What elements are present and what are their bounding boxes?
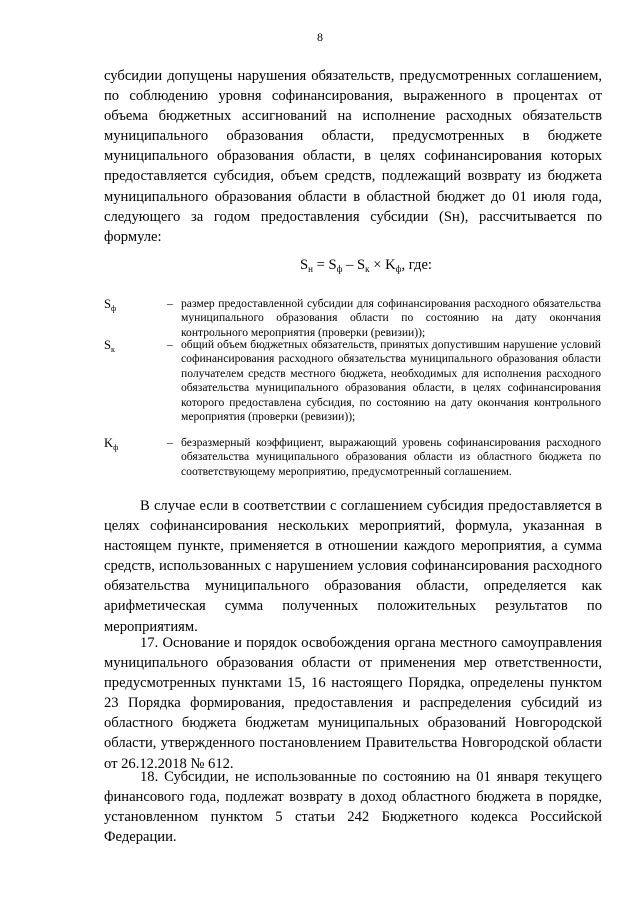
definition-kf bbox=[104, 436, 602, 479]
definition-sf bbox=[104, 297, 602, 340]
paragraph-multiple-activities: В случае если в соответствии с соглашением субсидия предоставляется в целях софинансирования нескольких мероприятий, формула, указанная в настоящем пункте, применяется в отношении каждого мероприятия, а сумма средств, использованных с нарушением условия софинансирования расходного обязательства муниципального образования области, определяется как арифметическая сумма полученных положительных результатов по мероприятиям. bbox=[104, 498, 602, 635]
formula-tail: , где: bbox=[401, 257, 432, 273]
definition-dash: – bbox=[167, 436, 173, 449]
formula-s-sub: н bbox=[308, 264, 313, 274]
definition-sk bbox=[104, 338, 602, 424]
formula-times: × bbox=[369, 257, 386, 273]
symbol-subscript: к bbox=[111, 345, 115, 354]
formula-sk-var: S bbox=[357, 257, 366, 273]
definition-symbol bbox=[104, 338, 115, 357]
definition-dash: – bbox=[167, 338, 173, 351]
symbol-subscript: ф bbox=[111, 304, 117, 313]
definition-symbol bbox=[104, 436, 118, 455]
formula-kf-sub: ф bbox=[395, 264, 402, 274]
formula-sf-sub: ф bbox=[336, 264, 343, 274]
definition-dash: – bbox=[167, 297, 173, 310]
definition-symbol bbox=[104, 297, 116, 316]
formula-kf-var: K bbox=[385, 257, 396, 273]
formula-equals: = bbox=[312, 257, 329, 273]
formula-sk-sub: к bbox=[365, 264, 370, 274]
symbol-letter: S bbox=[104, 297, 112, 311]
paragraph-subsidy-violation: субсидии допущены нарушения обязательств, предусмотренных соглашением, по соблюдению уровня софинансирования, выраженного в процентах от объема бюджетных ассигнований на исполнение расходных обязательств муниципального образования области, предусмотренных в бюджете муниципального образования области, в целях софинансирования которых предоставляется субсидия, объем средств, подлежащий возврату из бюджета муниципального образования области в областной бюджет до 01 июля года, следующего за годом предоставления субсидии (Sн), рассчитывается по формуле: bbox=[104, 68, 602, 245]
paragraph-18: 18. Субсидии, не использованные по состоянию на 01 января текущего финансового года, подлежат возврату в доход областного бюджета в порядке, установленном пунктом 5 статьи 242 Бюджетного кодекса Российской Федерации. bbox=[104, 769, 602, 846]
page-number: 8 bbox=[317, 30, 323, 44]
symbol-subscript: ф bbox=[113, 443, 119, 452]
definition-text: размер предоставленной субсидии для софинансирования расходного обязательства муниципального образования области по состоянию на дату окончания контрольного мероприятия (проверки (ревизии)); bbox=[181, 297, 601, 339]
definition-text: общий объем бюджетных обязательств, принятых допустившим нарушение условий софинансирования расходного обязательства муниципального образования области получателем средств местного бюджета, необходимых для исполнения расходного обязательства муниципального образования области, в целях софинансирования которого предоставлена субсидия, по состоянию на дату окончания контрольного мероприятия (проверки (ревизии)); bbox=[181, 338, 601, 424]
symbol-letter: K bbox=[104, 436, 114, 450]
definition-text: безразмерный коэффициент, выражающий уровень софинансирования расходного обязательства муниципального образования области из областного бюджета по соответствующему мероприятию, предусмотренный соглашением. bbox=[181, 436, 601, 478]
symbol-letter: S bbox=[104, 338, 112, 352]
formula-sf-var: S bbox=[328, 257, 337, 273]
formula-minus: – bbox=[342, 257, 358, 273]
formula-s-var: S bbox=[300, 257, 309, 273]
paragraph-17: 17. Основание и порядок освобождения органа местного самоуправления муниципального образования области от применения мер ответственности, предусмотренных пунктами 15, 16 настоящего Порядка, определены пунктом 23 Порядка формирования, предоставления и распределения субсидий из областного бюджета бюджетам муниципальных образований Новгородской области, утвержденного постановлением Правительства Новгородской области от 26.12.2018 № 612. bbox=[104, 635, 602, 772]
return-formula bbox=[300, 257, 432, 274]
